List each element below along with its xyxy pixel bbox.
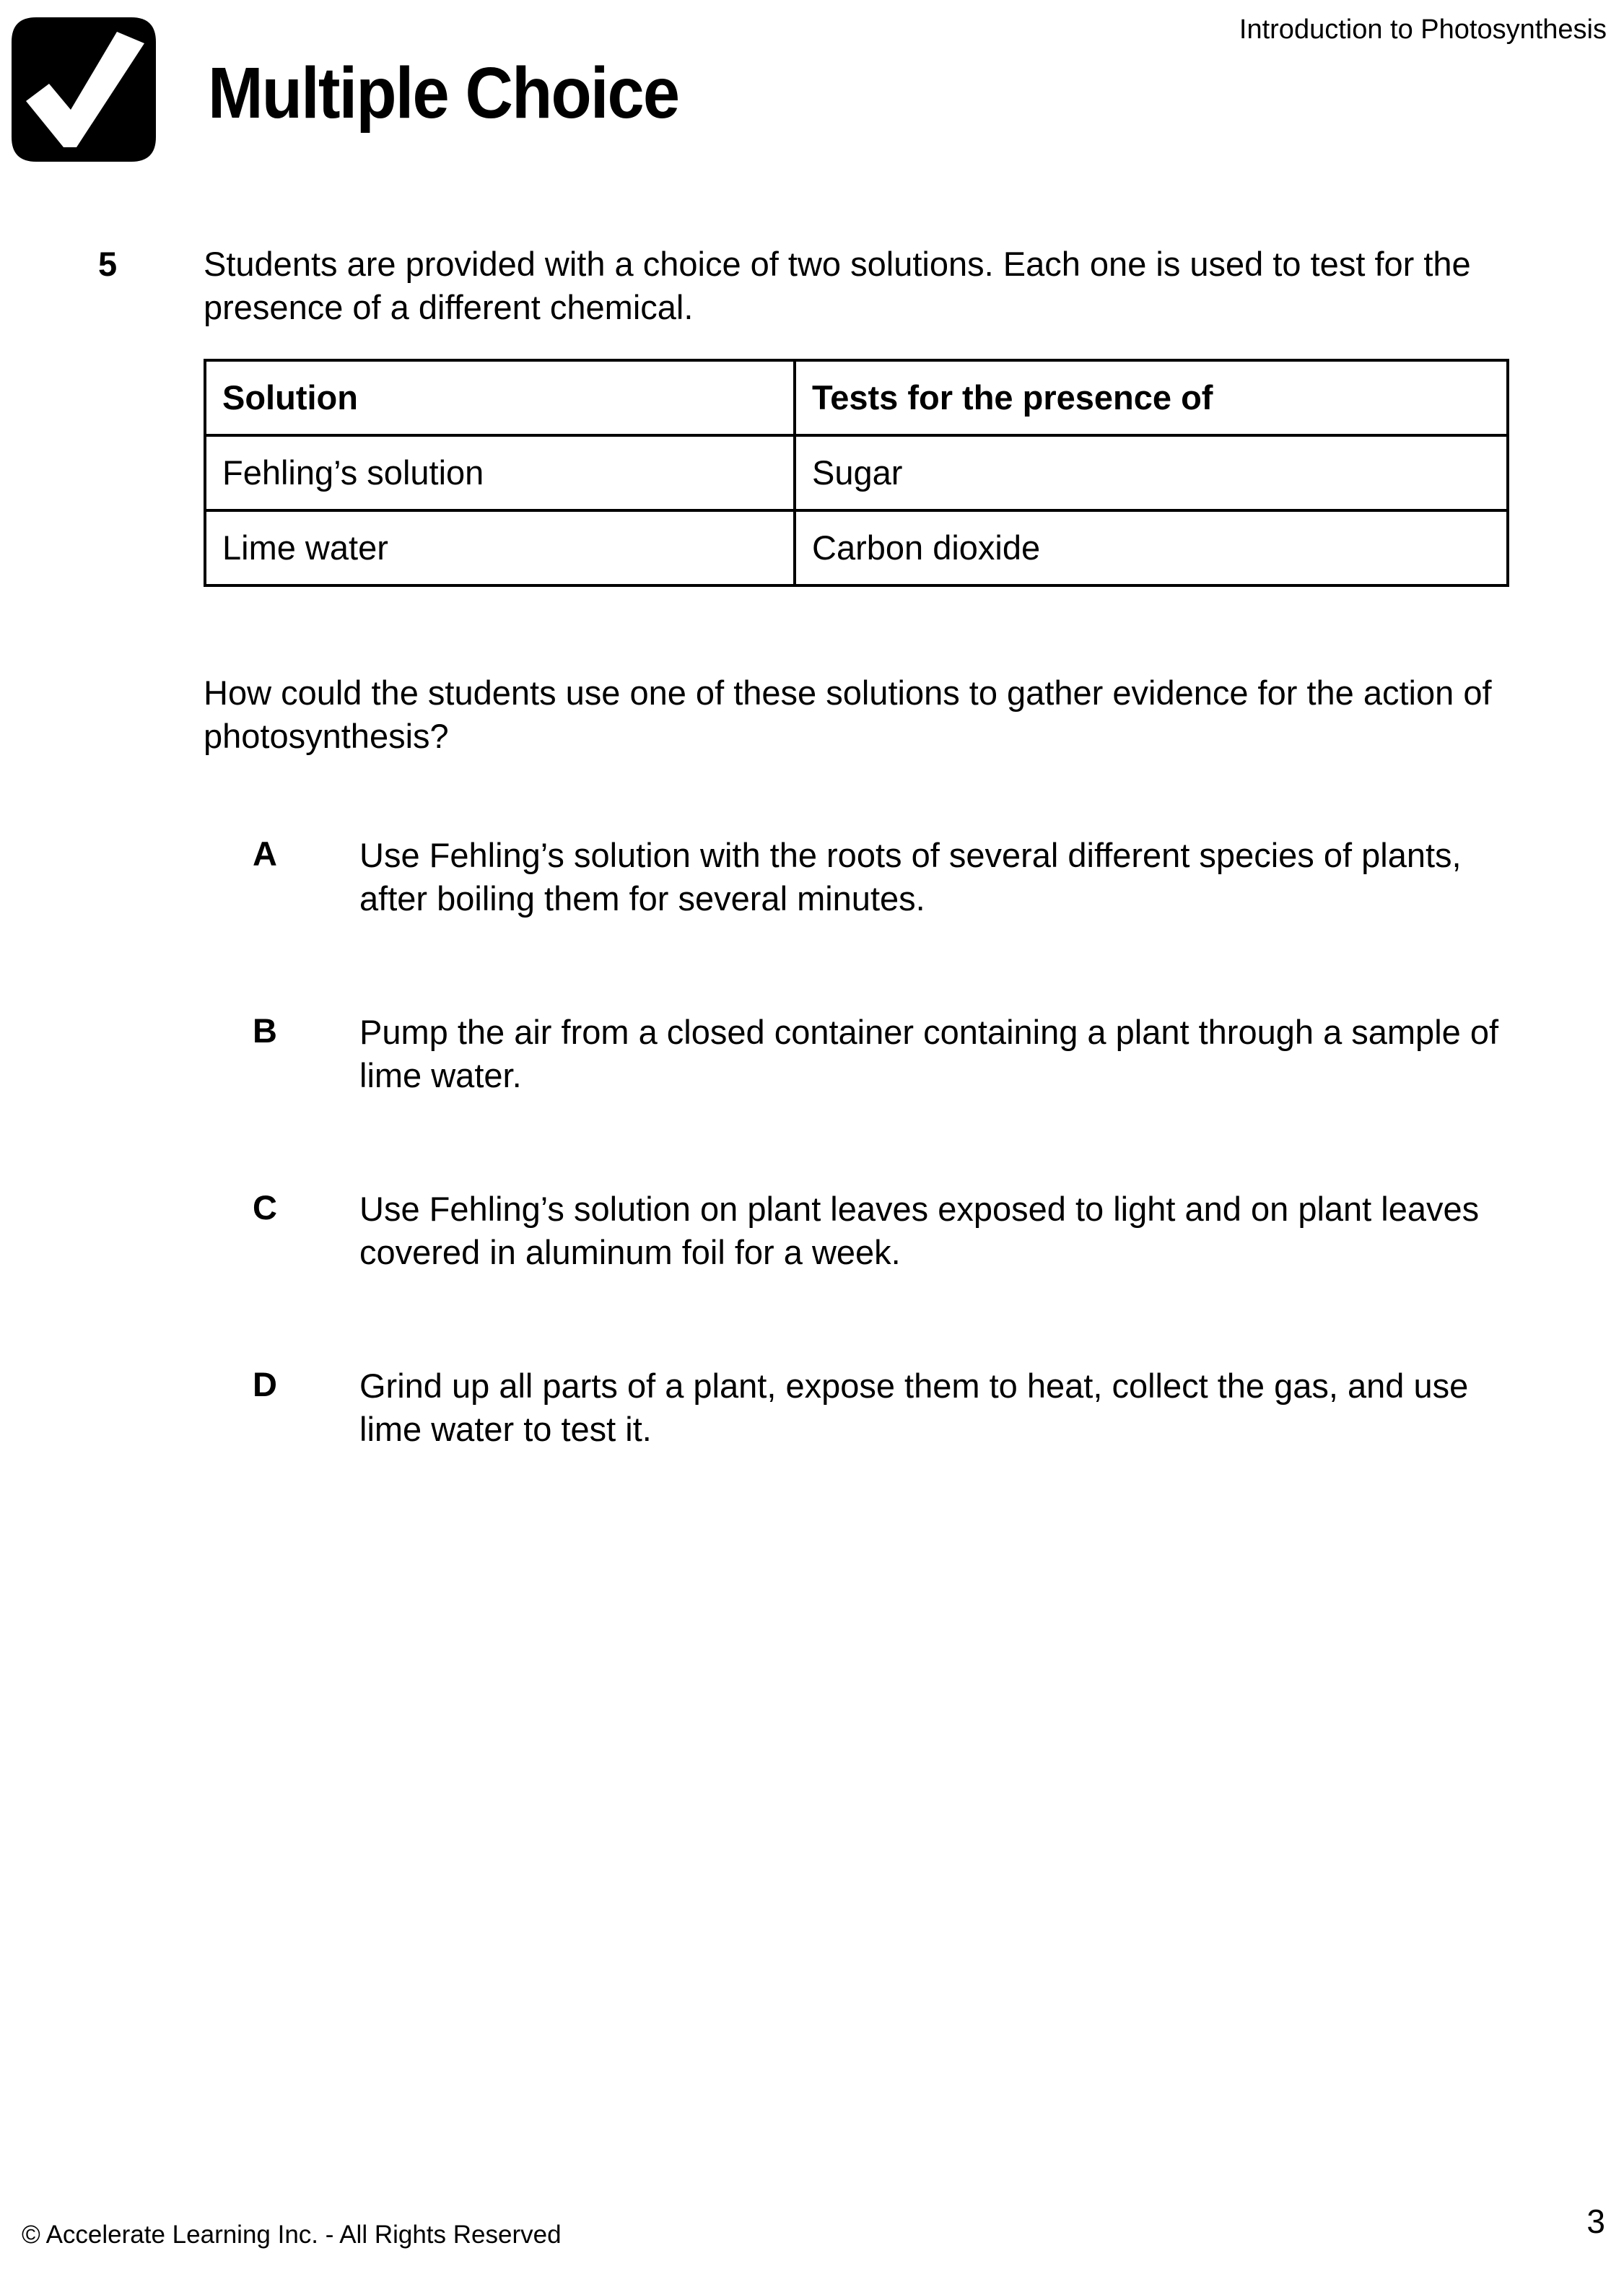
table-cell: Fehling’s solution [205,435,795,510]
table-header-tests-for: Tests for the presence of [795,360,1508,435]
option-letter: C [253,1188,277,1227]
option-letter: D [253,1365,277,1403]
question-stem: Students are provided with a choice of two solutions. Each one is used to test for the presence of a different chemical. [204,245,1471,326]
table-row [205,435,1508,510]
table-header-solution: Solution [205,360,795,435]
table-header-row [205,360,1508,435]
question-prompt: How could the students use one of these solutions to gather evidence for the action of photosynthesis? [204,674,1492,755]
table-cell: Sugar [795,435,1508,510]
table-cell: Lime water [205,510,795,585]
page-number: 3 [1586,2203,1605,2240]
option-text: Grind up all parts of a plant, expose them to heat, collect the gas, and use lime water to test it. [359,1367,1469,1448]
option-letter: B [253,1011,277,1050]
question-number: 5 [98,245,118,283]
option-text: Pump the air from a closed container containing a plant through a sample of lime water. [359,1013,1499,1094]
running-head: Introduction to Photosynthesis [1239,14,1607,45]
copyright-notice: © Accelerate Learning Inc. - All Rights Reserved [22,2221,562,2249]
option-text: Use Fehling’s solution with the roots of several different species of plants, after boiling them for several minutes. [359,836,1462,918]
table-cell: Carbon dioxide [795,510,1508,585]
option-letter: A [253,835,277,873]
section-title: Multiple Choice [208,53,679,134]
solutions-table [204,359,1509,587]
table-row [205,510,1508,585]
option-text: Use Fehling’s solution on plant leaves exposed to light and on plant leaves covered in aluminum foil for a week. [359,1190,1480,1271]
checkmark-icon [7,13,160,166]
